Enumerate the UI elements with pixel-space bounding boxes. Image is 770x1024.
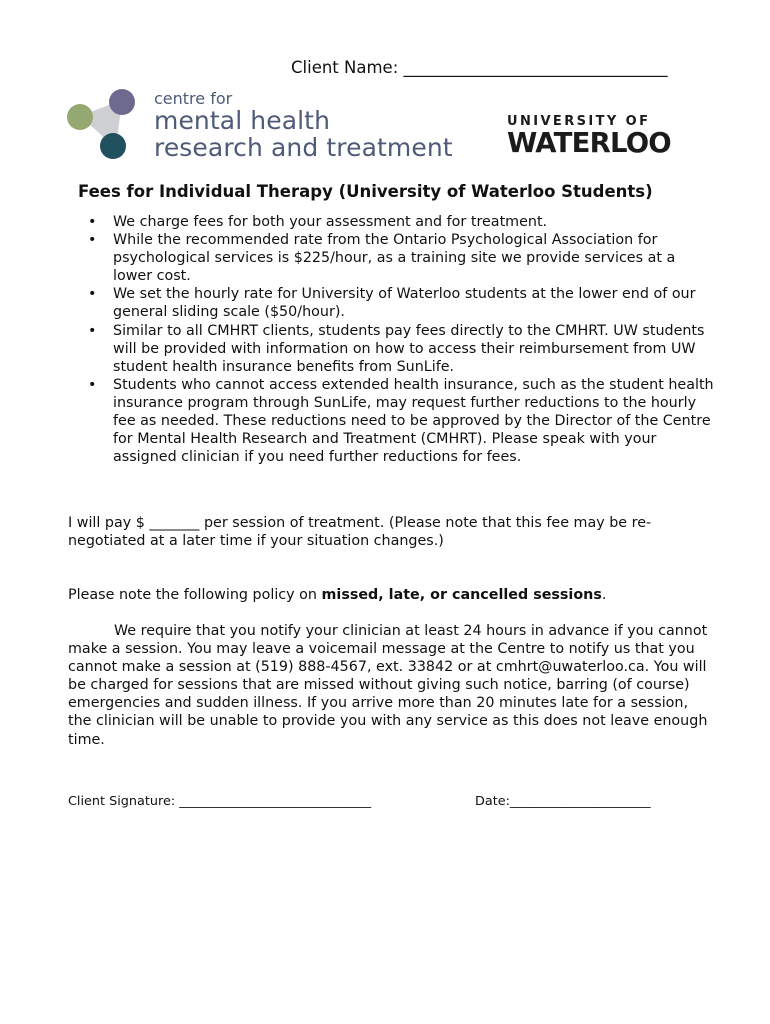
- list-item: • We charge fees for both your assessment and for treatment.: [86, 213, 716, 231]
- policy-body: We require that you notify your clinician at least 24 hours in advance if you cannot make a session. You may leave a voicemail message at the Centre to notify us that you cannot make a session at (519) 888-4567, ext. 33842 or at cmhrt@uwaterloo.ca. You will be charged for sessions that are missed without giving such notice, barring (of course) emergencies and sudden illness. If you arrive more than 20 minutes late for a session, the clinician will be unable to provide you with any service as this does not leave enough time.: [68, 623, 708, 748]
- logo-line-centre-for: centre for: [154, 89, 233, 108]
- client-name-line[interactable]: ________________________________: [403, 58, 668, 77]
- policy-intro-bold: missed, late, or cancelled sessions: [321, 587, 602, 603]
- policy-intro-end: .: [601, 587, 607, 603]
- document-title: Fees for Individual Therapy (University of Waterloo Students): [78, 182, 653, 201]
- policy-intro-text: Please note the following policy on: [68, 587, 322, 603]
- client-signature-field[interactable]: [68, 794, 371, 809]
- client-name-label: Client Name:: [291, 58, 399, 77]
- policy-intro: [68, 586, 708, 604]
- logo-teal-circle: [100, 133, 126, 159]
- date-label: Date:: [475, 794, 510, 809]
- list-item: • Similar to all CMHRT clients, students pay fees directly to the CMHRT. UW students will be provided with information on how to access their reimbursement from UW student health insurance benefits from SunLife.: [86, 322, 716, 376]
- list-item: • We set the hourly rate for University of Waterloo students at the lower end of our general sliding scale ($50/hour).: [86, 285, 716, 321]
- list-item: • Students who cannot access extended health insurance, such as the student health insurance program through SunLife, may request further reductions to the hourly fee as needed. These reductions need to be approved by the Director of the Centre for Mental Health Research and Treatment (CMHRT). Please speak with your assigned clinician if you need further reductions for fees.: [86, 376, 716, 466]
- logo-purple-circle: [109, 89, 135, 115]
- date-line[interactable]: ______________________: [509, 794, 651, 809]
- list-item: • While the recommended rate from the Ontario Psychological Association for psychological services is $225/hour, as a training site we provide services at a lower cost.: [86, 231, 716, 285]
- uw-logo-line2: WATERLOO: [507, 127, 671, 159]
- logo-line-mental-health: mental health: [154, 106, 331, 135]
- uw-logo-line1: UNIVERSITY OF: [507, 114, 651, 129]
- payment-agreement[interactable]: I will pay $ _______ per session of treatment. (Please note that this fee may be re-negotiated at a later time if your situation changes.): [68, 515, 652, 550]
- fee-bullet-list: [86, 213, 716, 466]
- client-name-field[interactable]: [291, 58, 668, 77]
- date-field[interactable]: [475, 794, 651, 809]
- client-signature-label: Client Signature:: [68, 794, 176, 809]
- cmhrt-logo-mark-icon: [66, 86, 146, 164]
- cmhrt-logo-text: [154, 86, 453, 161]
- logo-green-circle: [67, 104, 93, 130]
- cmhrt-logo: [66, 86, 456, 164]
- uw-logo: [507, 114, 671, 157]
- client-signature-line[interactable]: ______________________________: [179, 794, 372, 809]
- logo-line-research-treatment: research and treatment: [154, 133, 453, 162]
